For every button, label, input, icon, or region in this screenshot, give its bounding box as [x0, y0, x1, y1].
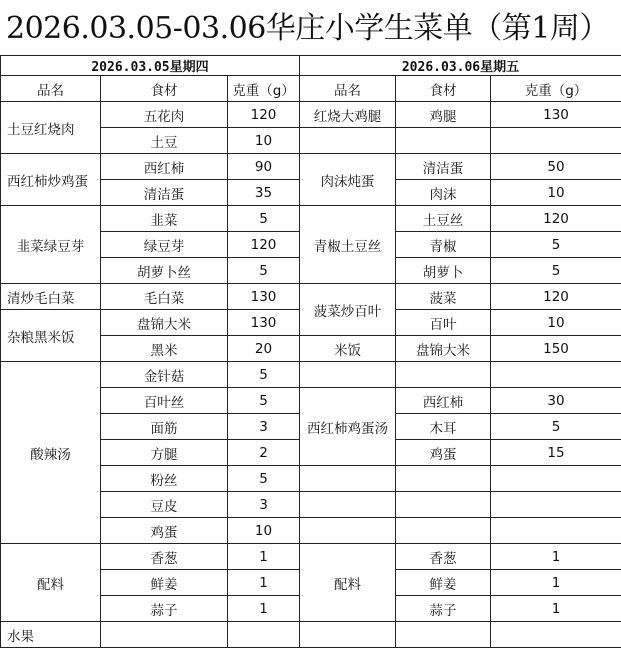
ingredient: 鸡蛋: [101, 518, 228, 544]
dish-name: 清炒毛白菜: [1, 284, 101, 310]
dish-name: 菠菜炒百叶: [300, 284, 396, 336]
dish-name: [300, 466, 396, 492]
weight-grams: 90: [228, 154, 300, 180]
weight-grams: 5: [491, 232, 621, 258]
weight-grams: 5: [228, 258, 300, 284]
column-header-name: 品名: [300, 76, 396, 102]
weight-grams: 10: [228, 128, 300, 154]
weight-grams: 50: [491, 154, 621, 180]
page-title: 2026.03.05-03.06华庄小学生菜单（第1周）: [6, 11, 609, 46]
weight-grams: 10: [491, 310, 621, 336]
ingredient: 韭菜: [101, 206, 228, 232]
weight-grams: 1: [491, 570, 621, 596]
weight-grams: 5: [228, 466, 300, 492]
day-date-header: 2026.03.05星期四: [1, 56, 300, 76]
dish-name: 青椒土豆丝: [300, 206, 396, 284]
ingredient: 盘锦大米: [101, 310, 228, 336]
ingredient: [396, 466, 491, 492]
ingredient: 鸡蛋: [396, 440, 491, 466]
weight-grams: [491, 128, 621, 154]
ingredient: 鲜姜: [101, 570, 228, 596]
weight-grams: 3: [228, 492, 300, 518]
weight-grams: 1: [491, 544, 621, 570]
column-header-ingredient: 食材: [101, 76, 228, 102]
weight-grams: [491, 622, 621, 648]
weight-grams: 35: [228, 180, 300, 206]
ingredient: 方腿: [101, 440, 228, 466]
ingredient: 五花肉: [101, 102, 228, 128]
weight-grams: 10: [228, 518, 300, 544]
ingredient: 清洁蛋: [101, 180, 228, 206]
weight-grams: 5: [228, 362, 300, 388]
dish-name: [300, 128, 396, 154]
menu-table: [0, 55, 621, 648]
ingredient: 金针菇: [101, 362, 228, 388]
column-header-name: 品名: [1, 76, 101, 102]
ingredient: 鲜姜: [396, 570, 491, 596]
dish-name: [300, 492, 396, 518]
ingredient: [396, 622, 491, 648]
ingredient: 土豆: [101, 128, 228, 154]
ingredient: [396, 128, 491, 154]
ingredient: 百叶: [396, 310, 491, 336]
weight-grams: 120: [228, 232, 300, 258]
dish-name: 水果: [1, 622, 101, 648]
weight-grams: 5: [491, 258, 621, 284]
day-date-header: 2026.03.06星期五: [300, 56, 621, 76]
weight-grams: 10: [491, 180, 621, 206]
ingredient: 鸡腿: [396, 102, 491, 128]
weight-grams: [491, 466, 621, 492]
weight-grams: [491, 518, 621, 544]
column-header-weight: 克重（g）: [228, 76, 300, 102]
dish-name: 韭菜绿豆芽: [1, 206, 101, 284]
weight-grams: 5: [228, 388, 300, 414]
weight-grams: 15: [491, 440, 621, 466]
weight-grams: 1: [228, 596, 300, 622]
dish-name: 配料: [300, 544, 396, 622]
weight-grams: [491, 362, 621, 388]
ingredient: [101, 622, 228, 648]
weight-grams: 2: [228, 440, 300, 466]
weight-grams: 1: [228, 570, 300, 596]
dish-name: 配料: [1, 544, 101, 622]
weight-grams: 30: [491, 388, 621, 414]
weight-grams: 130: [491, 102, 621, 128]
ingredient: [396, 518, 491, 544]
ingredient: 黑米: [101, 336, 228, 362]
ingredient: 香葱: [396, 544, 491, 570]
weight-grams: 120: [491, 206, 621, 232]
ingredient: 清洁蛋: [396, 154, 491, 180]
weight-grams: 20: [228, 336, 300, 362]
ingredient: 青椒: [396, 232, 491, 258]
weight-grams: 5: [491, 414, 621, 440]
dish-name: 红烧大鸡腿: [300, 102, 396, 128]
ingredient: 西红柿: [396, 388, 491, 414]
weight-grams: [491, 492, 621, 518]
dish-name: 肉沫炖蛋: [300, 154, 396, 206]
ingredient: [396, 492, 491, 518]
weight-grams: 120: [228, 102, 300, 128]
weight-grams: 130: [228, 284, 300, 310]
dish-name: 土豆红烧肉: [1, 102, 101, 154]
ingredient: 土豆丝: [396, 206, 491, 232]
column-header-weight: 克重（g）: [491, 76, 621, 102]
weight-grams: 5: [228, 206, 300, 232]
weight-grams: 1: [491, 596, 621, 622]
ingredient: 毛白菜: [101, 284, 228, 310]
ingredient: 木耳: [396, 414, 491, 440]
dish-name: [300, 518, 396, 544]
ingredient: 盘锦大米: [396, 336, 491, 362]
weight-grams: [228, 622, 300, 648]
ingredient: 蒜子: [101, 596, 228, 622]
ingredient: 面筋: [101, 414, 228, 440]
weight-grams: 3: [228, 414, 300, 440]
ingredient: 肉沫: [396, 180, 491, 206]
weight-grams: 1: [228, 544, 300, 570]
dish-name: 西红柿炒鸡蛋: [1, 154, 101, 206]
dish-name: 杂粮黑米饭: [1, 310, 101, 362]
weight-grams: 130: [228, 310, 300, 336]
ingredient: 百叶丝: [101, 388, 228, 414]
ingredient: 豆皮: [101, 492, 228, 518]
dish-name: 酸辣汤: [1, 362, 101, 544]
ingredient: 胡萝卜: [396, 258, 491, 284]
dish-name: [300, 362, 396, 388]
weight-grams: 150: [491, 336, 621, 362]
ingredient: 蒜子: [396, 596, 491, 622]
ingredient: 菠菜: [396, 284, 491, 310]
ingredient: 粉丝: [101, 466, 228, 492]
weight-grams: 120: [491, 284, 621, 310]
column-header-ingredient: 食材: [396, 76, 491, 102]
ingredient: 西红柿: [101, 154, 228, 180]
dish-name: [300, 622, 396, 648]
ingredient: 香葱: [101, 544, 228, 570]
ingredient: 胡萝卜丝: [101, 258, 228, 284]
dish-name: 西红柿鸡蛋汤: [300, 388, 396, 466]
dish-name: 米饭: [300, 336, 396, 362]
ingredient: 绿豆芽: [101, 232, 228, 258]
ingredient: [396, 362, 491, 388]
